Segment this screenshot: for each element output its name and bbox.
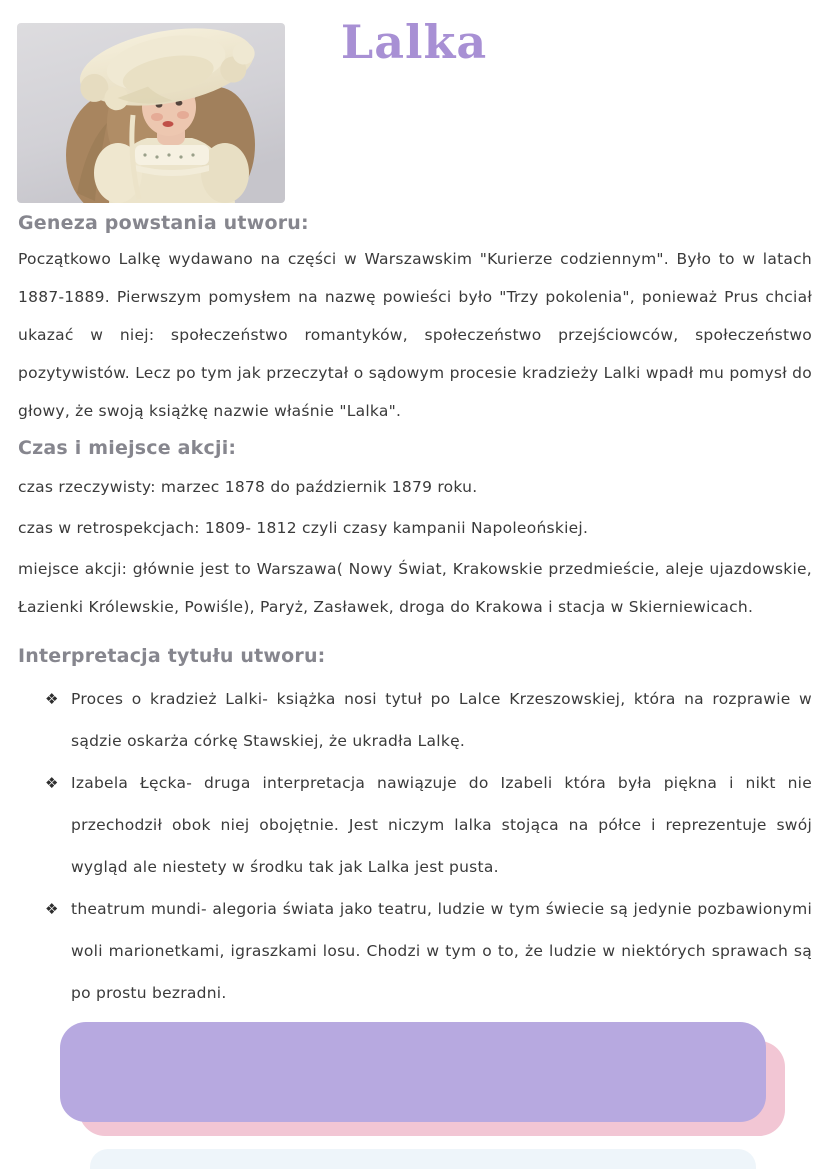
page-title: Lalka	[340, 15, 488, 69]
bullet-text: theatrum mundi- alegoria świata jako teatru, ludzie w tym świecie są jedynie pozbawionymi woli marionetkami, igraszkami losu. Chodzi w tym o to, że ludzie w niektórych sprawach są po prostu bezradni.	[71, 900, 812, 1002]
list-item	[18, 888, 812, 1014]
miejsce-akcji-line: miejsce akcji: głównie jest to Warszawa( Nowy Świat, Krakowskie przedmieście, aleje ujazdowskie, Łazienki Królewskie, Powiśle), Paryż, Zasławek, droga do Krakowa i stacja w Skierniewicach.	[18, 560, 812, 616]
faint-note-card	[90, 1149, 756, 1169]
diamond-bullet-icon: ❖	[45, 690, 59, 708]
diamond-bullet-icon: ❖	[45, 900, 59, 918]
geneza-paragraph: Początkowo Lalkę wydawano na części w Warszawskim "Kurierze codziennym". Było to w latach 1887-1889. Pierwszym pomysłem na nazwę powieści było "Trzy pokolenia", ponieważ Prus chciał ukazać w niej: społeczeństwo romantyków, społeczeństwo przejściowców, społeczeństwo pozytywistów. Lecz po tym jak przeczytał o sądowym procesie kradzieży Lalki wpadł mu pomysł do głowy, że swoją książkę nazwie właśnie "Lalka".	[18, 250, 812, 420]
list-item	[18, 762, 812, 888]
czas-retrospekcje-line: czas w retrospekcjach: 1809- 1812 czyli czasy kampanii Napoleońskiej.	[18, 519, 589, 537]
section-heading-interpretacja: Interpretacja tytułu utworu:	[18, 645, 326, 667]
list-item	[18, 678, 812, 762]
czas-rzeczywisty-line: czas rzeczywisty: marzec 1878 do październik 1879 roku.	[18, 478, 478, 496]
purple-note-card	[60, 1022, 766, 1122]
diamond-bullet-icon: ❖	[45, 774, 59, 792]
interpretation-bullet-list	[18, 678, 812, 1014]
bullet-text: Izabela Łęcka- druga interpretacja nawiązuje do Izabeli która była piękna i nikt nie przechodził obok niej obojętnie. Jest niczym lalka stojąca na półce i reprezentuje swój wygląd ale niestety w środku tak jak Lalka jest pusta.	[71, 774, 812, 876]
section-heading-czas: Czas i miejsce akcji:	[18, 437, 237, 459]
bullet-text: Proces o kradzież Lalki- książka nosi tytuł po Lalce Krzeszowskiej, która na rozprawie w sądzie oskarża córkę Stawskiej, że ukradła Lalkę.	[71, 690, 812, 750]
section-heading-geneza: Geneza powstania utworu:	[18, 212, 309, 234]
doll-dress	[94, 138, 249, 203]
